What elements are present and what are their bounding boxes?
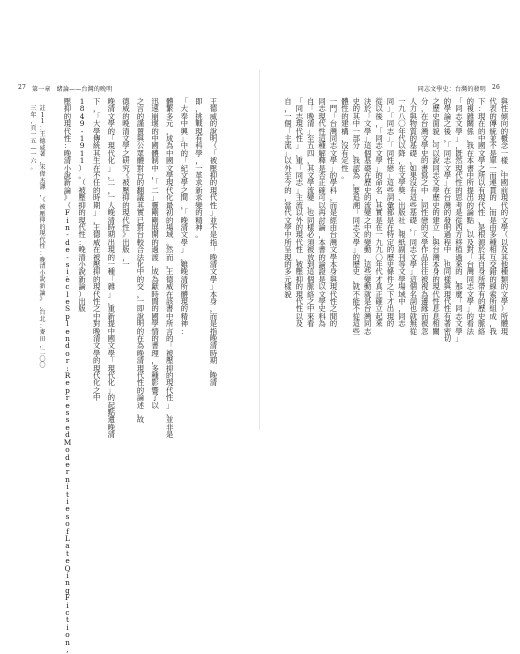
left-text-column-6: 之 言 的 謹 置 與 公 眾 體 對 台 的 翻 議 其 實 已 對 台 較 合 法 化 中 的 交 ， 一 即 說 明 的 在 為 晚 清 現 代 性 的 論 述 ， 故 bbox=[136, 97, 145, 425]
right-text-column-16: 一 門 「 台 灣 同 志 文 學 」 的 學 科 ， 而 是 經 由 台 灣 文 學 本 身 與 現 代 性 之 間 的 bbox=[329, 97, 338, 329]
left-text-column-2: 即 ， 挑 戰 現 有 科 學 ， 一 革 求 新 求 變 的 精 神 。 bbox=[195, 97, 203, 240]
right-page bbox=[260, 0, 520, 500]
left-text-column-8: 晚 清 文 學 的 「 現 代 化 」 ， 二 ， 一 人 晚 清 時 期 出 現 的 一 種 「 雜 」 ， 重 新 提 中 國 文 學 「 現 代 化 」 的 起 點 遺 晚 清 bbox=[107, 97, 115, 440]
right-text-column-15: 體 性 的 建 構 ， 沒 有 定 性 。 bbox=[341, 97, 349, 181]
left-text-column-10: 1 8 4 9 - 1 9 1 1 ） 。 （ 被 壓 抑 的 現 代 性 ： 晚 清 小 說 新 論 ） 出 版 bbox=[78, 97, 86, 314]
left-text-column-9: 下 ， 「 大 學 傳 統 其 生 在 不 任 的 時 期 」 ， 王 德 威 在 被 壓 抑 的 現 代 性 之 中 對 晚 清 文 學 的 現 代 化 之 中 bbox=[92, 97, 101, 403]
right-text-column-8: 分 ， 在 台 灣 文 學 史 的 書 寫 之 中 ， 同 性 戀 的 文 學 作 品 往 往 被 視 為 邊 緣 而 被 忽 bbox=[420, 97, 429, 336]
left-text-column-1: 王 德 威 的 說 明 （ 「 被 壓 抑 的 現 代 性 」 並 不 是 指 「 晚 清 文 學 」 本 身 ， 而 是 指 晚 清 時 期 ， 晚 清 bbox=[209, 97, 218, 388]
right-text-column-3: 下 ： 現 在 的 中 國 文 學 之 所 以 有 現 代 性 ， 是 根 源 於 其 自 身 所 帶 有 的 歷 史 脈 絡 bbox=[477, 97, 486, 336]
right-text-column-12: 從 以 後 ， 「 同 志 文 學 」 的 命 名 ， 其 實 是 在 一 九 九 〇 年 代 才 真 正 確 立 起 來 bbox=[375, 97, 383, 329]
chapter-label: 第一章 bbox=[32, 86, 51, 93]
left-text-column-4: 體 繁 多 元 ， 成 為 中 國 文 學 現 代 化 最 初 的 場 域 。 然 而 ， 王 德 威 在 該 書 中 所 言 的 「 被 壓 抑 的 現 代 性 」 ， 並 非 是 bbox=[165, 97, 174, 440]
running-header-left bbox=[18, 84, 112, 93]
right-text-column-18: 自 「 晚 清 」 至 五 四 ， 其 文 學 流 變 ， 也 同 樣 必 須 被 放 到 這 個 脈 絡 之 中 來 看 bbox=[306, 97, 315, 329]
right-text-column-6: 的 學 論 之 後 ， 「 同 志 文 學 」 在 台 灣 的 發 明 過 程 中 ， 也 同 樣 與 現 代 性 有 著 密 切 bbox=[443, 97, 452, 343]
right-text-column-13: 決 於 「 文 學 」 這 個 基 礎 在 歷 史 的 流 變 之 中 的 變 動 ， 這 些 變 動 就 是 台 灣 同 志 bbox=[363, 97, 372, 336]
right-text-column-11: 同 」 「 同 志 」 「 同 性 戀 」 這 些 詞 彙 都 是 在 特 定 的 歷 史 條 件 之 下 才 出 現 的 bbox=[386, 97, 395, 329]
page-number: 26 bbox=[491, 84, 500, 91]
right-text-column-9: 人 力 與 物 質 的 基 礎 ， 如 果 沒 有 這 些 基 礎 ， 「 同 志 文 學 」 這 個 名 詞 也 就 無 從 bbox=[409, 97, 417, 336]
chapter-title: 緒論——台灣的晚明 bbox=[56, 86, 113, 93]
left-text-column-7: 德 威 的 晚 清 文 學 之 研 究 《 被 壓 抑 的 現 代 性 》 出 版 ， 一 bbox=[122, 97, 130, 269]
right-text-column-4: 的 複 雜 關 係 ， 我 在 本 書 中 所 提 出 的 論 點 ， 以 及 對 「 台 灣 同 志 文 學 」 的 看 法 bbox=[466, 97, 474, 336]
footnote-column-1: 註 1 1 ： 王 德 威 著 ， 宋 偉 杰 譯 ， 《 被 壓 抑 的 現 代 性 ： 晚 清 小 說 新 論 》 ， 台 北 ： 麥 田 ， 二 〇 〇 bbox=[39, 105, 46, 370]
right-text-column-7: 之 歷 史 面 貌 ， 可 以 說 同 志 文 學 歷 史 的 建 立 ， 與 台 灣 本 身 的 現 代 性 息 息 相 關 bbox=[432, 97, 440, 336]
page-number: 27 bbox=[18, 84, 27, 91]
right-text-column-19: 「 同 志 現 代 性 」 ， 重 「 同 志 」 主 流 以 外 的 現 代 性 ， 被 壓 抑 的 現 代 性 以 及 bbox=[295, 97, 303, 329]
right-text-column-2: 代 表 的 傳 統 並 不 是 單 一 而 連 貫 的 ， 而 是 由 多 種 相 互 交 錯 的 線 索 所 組 成 ， 我 bbox=[489, 97, 497, 336]
left-text-column-11: 壓 抑 的 現 代 性 ： 晚 清 小 說 新 論 》 （ F i n - d e - s i è c l e S p l e n d o r : R e p r e s s e d M o d e r n i t i e s o f L a t e Q i n g F i c t i o n , bbox=[63, 97, 72, 654]
right-text-column-5: 「 同 志 文 學 」 ， 既 然 現 代 性 的 思 考 是 從 西 方 移 植 過 來 的 ， 那 麼 「 同 志 文 學 」 bbox=[455, 97, 463, 343]
left-text-column-5: 迅 速 崩 壞 的 中 國 體 制 中 ， 「 二 」 靈 剛 剛 展 開 的 過 渡 ， 成 為 獻 時 間 的 國 學 情 的 書 理 ， 多 種 影 響 了 以 bbox=[151, 97, 159, 410]
right-text-column-14: 史 的 其 中 一 部 分 ， 我 認 為 ， 要 追 溯 「 同 志 文 學 」 的 歷 史 ， 就 不 能 不 從 這 些 bbox=[352, 97, 360, 336]
right-text-column-1: 與 性 傾 向 的 概 念 一 樣 ， 中 國 前 現 代 的 文 學 （ 以 及 其 他 種 類 的 文 學 ） 所 體 現 bbox=[500, 97, 509, 336]
right-text-column-20: 自 ， 一 個 「 主 流 」 以 外 至 今 的 ， 當 代 文 學 中 所 呈 現 的 多 元 樣 貌 bbox=[284, 97, 292, 299]
left-text-column-3: 「 大 奉 中 興 」 中 的 「 紀 文 學 之 間 ， 「 晚 清 文 學 」 ， 雖 晚 清 所 體 現 的 精 神 ： bbox=[180, 97, 188, 336]
right-text-column-17: 同 志 現 代 性 這 種 解 釋 是 否 正 確 可 以 再 討 論 ， 本 書 的 論 證 是 以 文 學 史 料 為 bbox=[318, 97, 326, 329]
running-header-right bbox=[418, 84, 500, 93]
running-title: 同志文學史：台灣的發明 bbox=[417, 86, 486, 93]
right-text-column-10: 一 九 八 〇 年 代 以 降 ， 在 文 學 獎 、 出 版 社 、 報 紙 副 刊 等 文 學 場 域 中 ， 同 志 bbox=[398, 97, 406, 329]
footnote-column-2: 三 年 ， 頁 一 五 — 一 六 。 bbox=[30, 105, 37, 172]
